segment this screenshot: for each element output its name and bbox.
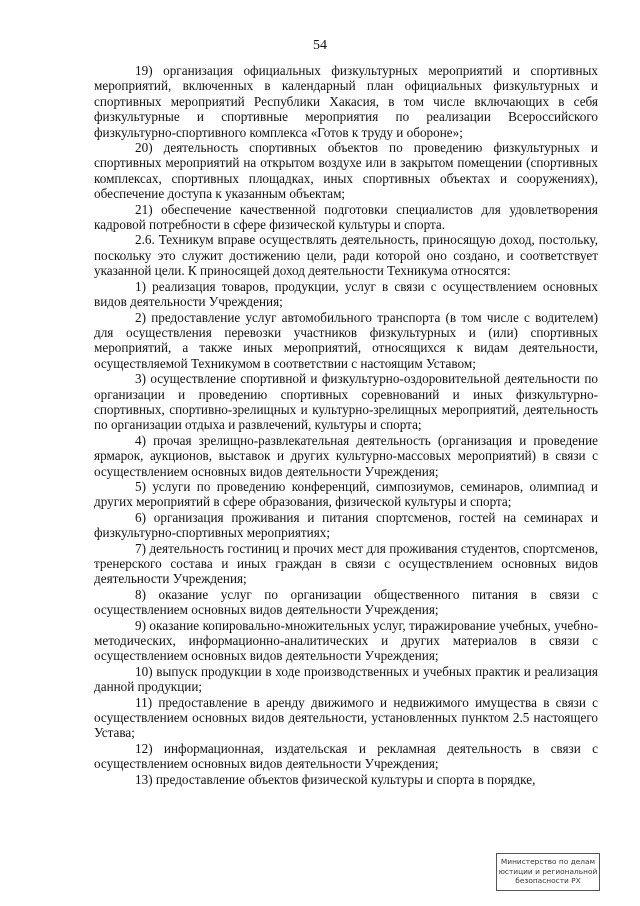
list-item-19: 19) организация официальных физкультурных мероприятий и спортивных мероприятий, включенных в календарный план официальных физкультурных и спортивных мероприятий Республики Хакасия, в том числе включающих в себя физкультурные и спортивные мероприятия по реализации Всероссийского физкультурно-спортивного комплекса «Готов к труду и обороне»; xyxy=(94,63,598,140)
list-item-21: 21) обеспечение качественной подготовки специалистов для удовлетворения кадровой потребности в сфере физической культуры и спорта. xyxy=(94,201,598,233)
income-item-12: 12) информационная, издательская и рекламная деятельность в связи с осуществлением основных видов деятельности Учреждения; xyxy=(94,740,598,772)
income-item-3: 3) осуществление спортивной и физкультурно-оздоровительной деятельности по организации и проведению спортивных соревнований и иных физкультурно-спортивных, спортивно-зрелищных и культурно-зрелищных мероприятий, деятельность по организации отдыха и развлечений, культуры и спорта; xyxy=(94,371,598,433)
section-2-6: 2.6. Техникум вправе осуществлять деятельность, приносящую доход, постольку, поскольку это служит достижению цели, ради которой оно создано, и соответствует указанной цели. К приносящей доход деятельности Техникума относятся: xyxy=(94,232,598,279)
income-item-13: 13) предоставление объектов физической культуры и спорта в порядке, xyxy=(135,771,536,787)
income-item-10: 10) выпуск продукции в ходе производственных и учебных практик и реализация данной продукции; xyxy=(94,663,598,695)
income-item-1: 1) реализация товаров, продукции, услуг в связи с осуществлением основных видов деятельности Учреждения; xyxy=(94,278,598,310)
registration-stamp xyxy=(496,853,600,891)
income-item-7: 7) деятельность гостиниц и прочих мест для проживания студентов, спортсменов, тренерского состава и иных граждан в связи с осуществлением основных видов деятельности Учреждения; xyxy=(94,540,598,587)
income-item-11: 11) предоставление в аренду движимого и недвижимого имущества в связи с осуществлением основных видов деятельности, установленных пунктом 2.5 настоящего Устава; xyxy=(94,694,598,741)
income-item-2: 2) предоставление услуг автомобильного транспорта (в том числе с водителем) для осуществления перевозки участников физкультурных и (или) спортивных мероприятий, а также иных мероприятий, относящихся к видам деятельности, осуществляемой Техникумом в соответствии с настоящим Уставом; xyxy=(94,309,598,371)
income-item-8: 8) оказание услуг по организации общественного питания в связи с осуществлением основных видов деятельности Учреждения; xyxy=(94,586,598,618)
page-number: 54 xyxy=(313,38,327,53)
income-item-6: 6) организация проживания и питания спортсменов, гостей на семинарах и физкультурно-спортивных мероприятиях; xyxy=(94,509,598,541)
stamp-line-2: юстиции и региональной xyxy=(498,866,598,876)
stamp-line-1: Министерство по делам xyxy=(500,857,596,866)
income-item-5: 5) услуги по проведению конференций, симпозиумов, семинаров, олимпиад и других мероприятий в сфере образования, физической культуры и спорта; xyxy=(94,478,598,510)
document-body xyxy=(94,63,598,787)
income-item-9: 9) оказание копировально-множительных услуг, тиражирование учебных, учебно-методических, информационно-аналитических и других материалов в связи с осуществлением основных видов деятельности Учреждения; xyxy=(94,617,598,664)
stamp-line-3: безопасности РХ xyxy=(515,876,581,885)
income-item-4: 4) прочая зрелищно-развлекательная деятельность (организация и проведение ярмарок, аукционов, выставок и других культурно-массовых мероприятий) в связи с осуществлением основных видов деятельности Учреждения; xyxy=(94,432,598,479)
list-item-20: 20) деятельность спортивных объектов по проведению физкультурных и спортивных мероприятий на открытом воздухе или в закрытом помещении (спортивных комплексах, спортивных площадках, иных спортивных объектах и сооружениях), обеспечение доступа к указанным объектам; xyxy=(94,140,598,202)
